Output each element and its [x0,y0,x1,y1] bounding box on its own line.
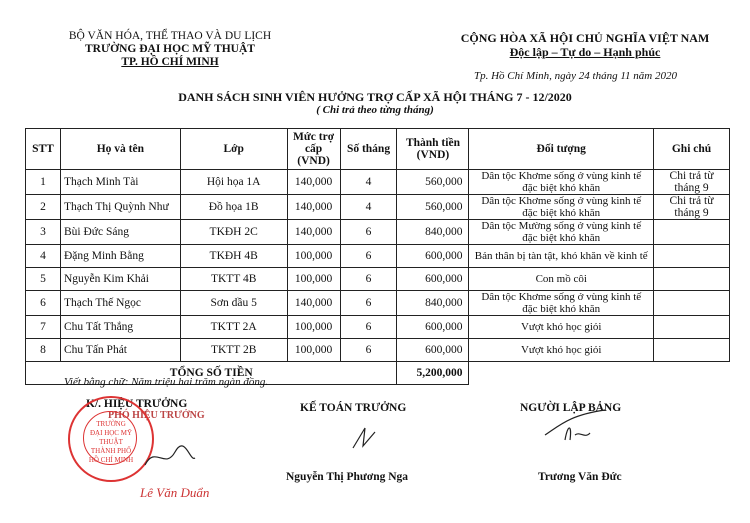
allowance-table [25,128,730,385]
cell-months: 4 [340,170,397,195]
accountant-signature-icon [345,420,385,455]
cell-note: Chi trả từ tháng 9 [654,170,730,195]
preparer-name: Trương Văn Đức [538,471,622,483]
cell-name: Bùi Đức Sáng [60,220,180,245]
cell-note [654,339,730,362]
stamp-line-4: HỒ CHÍ MINH [88,456,134,464]
cell-class: TKTT 2B [180,339,287,362]
preparer-title: NGƯỜI LẬP BẢNG [520,402,622,414]
header-note: Ghi chú [654,129,730,170]
header-amount: Thành tiền (VND) [397,129,469,170]
cell-amount: 600,000 [397,268,469,291]
total-label: TỔNG SỐ TIỀN [26,362,397,385]
cell-class: TKĐH 4B [180,245,287,268]
total-empty-2 [654,362,730,385]
cell-rate: 140,000 [287,220,340,245]
cell-object: Bản thân bị tàn tật, khó khăn về kinh tế [469,245,654,268]
stamp-line-2: ĐẠI HỌC MỸ THUẬT [90,429,132,446]
accountant-title: KẾ TOÁN TRƯỞNG [300,402,407,414]
cell-stt: 6 [26,291,61,316]
table-header-row [26,129,730,170]
cell-amount: 840,000 [397,291,469,316]
cell-name: Thạch Thế Ngọc [60,291,180,316]
header-class: Lớp [180,129,287,170]
city-name: TP. HỒ CHÍ MINH [121,56,219,68]
cell-note [654,268,730,291]
cell-object: Dân tộc Khơme sống ở vùng kinh tế đặc biệt khó khăn [469,170,654,195]
cell-name: Chu Tấn Phát [60,339,180,362]
table-row [26,316,730,339]
cell-months: 6 [340,291,397,316]
table-row [26,291,730,316]
motto: Độc lập – Tự do – Hạnh phúc [509,45,661,59]
cell-rate: 100,000 [287,316,340,339]
table-row [26,195,730,220]
cell-months: 6 [340,245,397,268]
accountant-name: Nguyễn Thị Phương Nga [286,471,409,483]
cell-amount: 600,000 [397,316,469,339]
cell-object: Vượt khó học giỏi [469,316,654,339]
cell-class: Hội họa 1A [180,170,287,195]
cell-rate: 140,000 [287,195,340,220]
cell-note [654,291,730,316]
principal-name: Lê Văn Duẩn [140,485,210,500]
header-object: Đối tượng [469,129,654,170]
stamp-line-3: THÀNH PHỐ [90,447,132,455]
header-months: Số tháng [340,129,397,170]
document-title: DANH SÁCH SINH VIÊN HƯỞNG TRỢ CẤP XÃ HỘI THÁNG 7 - 12/2020 [178,90,572,104]
cell-stt: 7 [26,316,61,339]
cell-object: Dân tộc Khơme sống ở vùng kinh tế đặc biệt khó khăn [469,291,654,316]
table-row [26,170,730,195]
cell-months: 6 [340,268,397,291]
amount-in-words: Viết bằng chữ: Năm triệu hai trăm ngàn đồng. [64,376,269,388]
cell-rate: 100,000 [287,245,340,268]
cell-amount: 560,000 [397,170,469,195]
cell-stt: 8 [26,339,61,362]
cell-rate: 140,000 [287,291,340,316]
cell-object: Vượt khó học giỏi [469,339,654,362]
school-name: TRƯỜNG ĐẠI HỌC MỸ THUẬT [85,43,255,55]
national-motto-block [445,31,725,59]
cell-class: Đồ họa 1B [180,195,287,220]
cell-months: 6 [340,339,397,362]
cell-amount: 600,000 [397,245,469,268]
cell-note [654,245,730,268]
cell-rate: 100,000 [287,339,340,362]
principal-subtitle: PHÓ HIỆU TRƯỞNG [108,410,205,421]
cell-stt: 2 [26,195,61,220]
cell-rate: 140,000 [287,170,340,195]
cell-name: Thạch Thị Quỳnh Như [60,195,180,220]
preparer-signature-icon [540,405,610,445]
cell-months: 6 [340,220,397,245]
cell-amount: 840,000 [397,220,469,245]
table-row [26,339,730,362]
cell-class: TKĐH 2C [180,220,287,245]
cell-name: Chu Tất Thắng [60,316,180,339]
principal-title: K/. HIỆU TRƯỞNG [86,398,188,410]
cell-object: Dân tộc Mường sống ở vùng kinh tế đặc biệt khó khăn [469,220,654,245]
cell-object: Dân tộc Khơme sống ở vùng kinh tế đặc biệt khó khăn [469,195,654,220]
table-row [26,220,730,245]
total-empty [469,362,654,385]
cell-stt: 5 [26,268,61,291]
cell-note [654,220,730,245]
document-subtitle: ( Chi trả theo từng tháng) [316,104,434,116]
cell-months: 4 [340,195,397,220]
cell-stt: 4 [26,245,61,268]
cell-class: Sơn dầu 5 [180,291,287,316]
cell-note: Chi trả từ tháng 9 [654,195,730,220]
header-stt: STT [26,129,61,170]
cell-note [654,316,730,339]
cell-class: TKTT 4B [180,268,287,291]
cell-object: Con mồ côi [469,268,654,291]
table-row [26,245,730,268]
cell-months: 6 [340,316,397,339]
header-name: Họ và tên [60,129,180,170]
cell-name: Đặng Minh Bằng [60,245,180,268]
cell-stt: 3 [26,220,61,245]
cell-stt: 1 [26,170,61,195]
principal-signature-icon [140,440,200,475]
cell-amount: 560,000 [397,195,469,220]
country-name: CỘNG HÒA XÃ HỘI CHỦ NGHĨA VIỆT NAM [460,31,710,45]
table-row [26,268,730,291]
stamp-text [78,420,144,465]
ministry-name: BỘ VĂN HÓA, THỂ THAO VÀ DU LỊCH [68,30,272,42]
cell-name: Nguyễn Kim Khải [60,268,180,291]
stamp-line-1: TRƯỜNG [96,420,126,428]
cell-name: Thạch Minh Tài [60,170,180,195]
document-date: Tp. Hồ Chí Minh, ngày 24 tháng 11 năm 2020 [474,70,677,82]
issuer-block [50,30,290,69]
header-rate: Mức trợ cấp (VND) [287,129,340,170]
cell-amount: 600,000 [397,339,469,362]
cell-rate: 100,000 [287,268,340,291]
total-value: 5,200,000 [397,362,469,385]
cell-class: TKTT 2A [180,316,287,339]
